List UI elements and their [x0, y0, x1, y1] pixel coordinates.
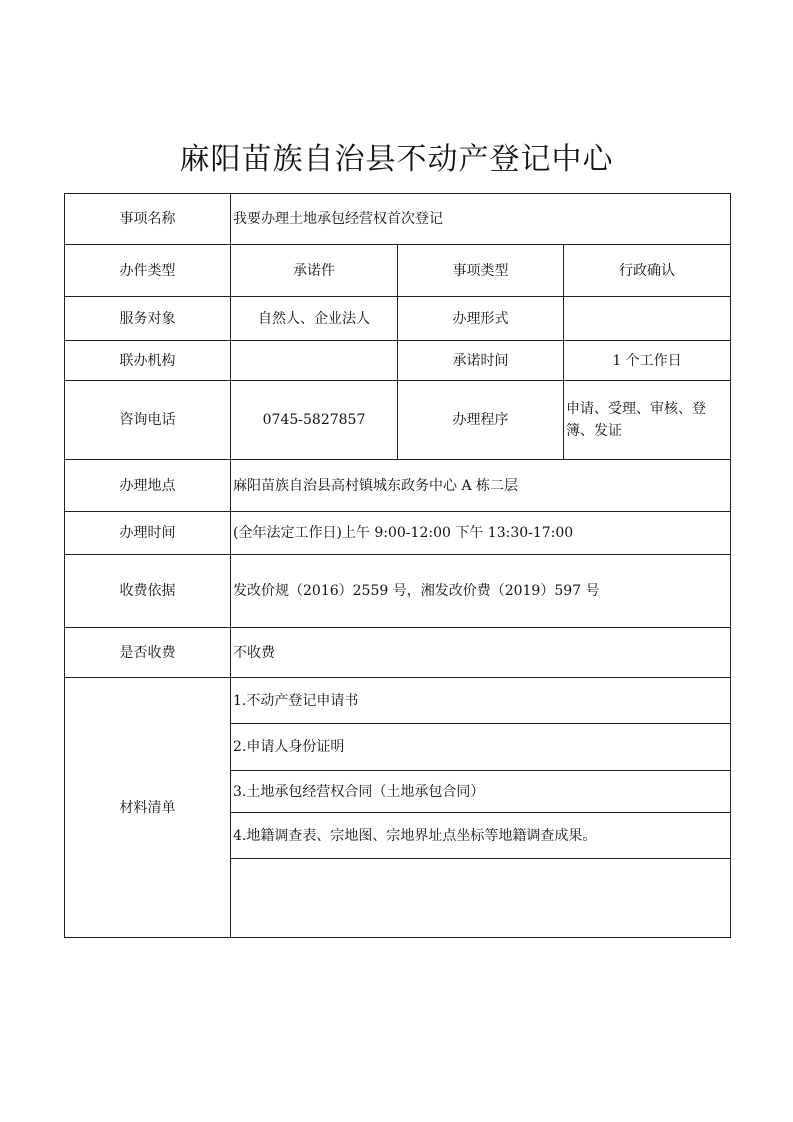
phone-label: 咨询电话 — [65, 381, 231, 460]
material-item — [231, 859, 731, 938]
item-name-label: 事项名称 — [65, 194, 231, 245]
item-type-value: 行政确认 — [564, 245, 731, 297]
row-fee-basis — [65, 555, 731, 628]
procedure-value: 申请、受理、审核、登簿、发证 — [564, 381, 731, 460]
case-type-label: 办件类型 — [65, 245, 231, 297]
phone-value: 0745-5827857 — [231, 381, 398, 460]
row-location — [65, 460, 731, 512]
hours-value: (全年法定工作日)上午 9:00-12:00 下午 13:30-17:00 — [231, 512, 731, 555]
promise-time-label: 承诺时间 — [398, 341, 564, 381]
location-value: 麻阳苗族自治县高村镇城东政务中心 A 栋二层 — [231, 460, 731, 512]
material-item: 3.土地承包经营权合同（土地承包合同） — [231, 771, 731, 813]
materials-label: 材料清单 — [65, 678, 231, 938]
fee-value: 不收费 — [231, 628, 731, 678]
fee-basis-value: 发改价规（2016）2559 号，湘发改价费（2019）597 号 — [231, 555, 731, 628]
row-phone — [65, 381, 731, 460]
procedure-label: 办理程序 — [398, 381, 564, 460]
joint-agency-label: 联办机构 — [65, 341, 231, 381]
service-target-value: 自然人、企业法人 — [231, 297, 398, 341]
joint-agency-value — [231, 341, 398, 381]
fee-label: 是否收费 — [65, 628, 231, 678]
handling-form-label: 办理形式 — [398, 297, 564, 341]
row-hours — [65, 512, 731, 555]
row-item-name — [65, 194, 731, 245]
material-item: 1.不动产登记申请书 — [231, 678, 731, 724]
row-joint — [65, 341, 731, 381]
item-type-label: 事项类型 — [398, 245, 564, 297]
row-case-type — [65, 245, 731, 297]
item-name-value: 我要办理土地承包经营权首次登记 — [231, 194, 731, 245]
page-title: 麻阳苗族自治县不动产登记中心 — [179, 142, 614, 177]
handling-form-value — [564, 297, 731, 341]
promise-time-value: 1 个工作日 — [564, 341, 731, 381]
material-item: 4.地籍调查表、宗地图、宗地界址点坐标等地籍调查成果。 — [231, 813, 731, 859]
row-fee — [65, 628, 731, 678]
material-item: 2.申请人身份证明 — [231, 724, 731, 771]
fee-basis-label: 收费依据 — [65, 555, 231, 628]
service-info-table — [64, 193, 731, 938]
case-type-value: 承诺件 — [231, 245, 398, 297]
location-label: 办理地点 — [65, 460, 231, 512]
hours-label: 办理时间 — [65, 512, 231, 555]
row-service — [65, 297, 731, 341]
row-material-1 — [65, 678, 731, 724]
service-target-label: 服务对象 — [65, 297, 231, 341]
